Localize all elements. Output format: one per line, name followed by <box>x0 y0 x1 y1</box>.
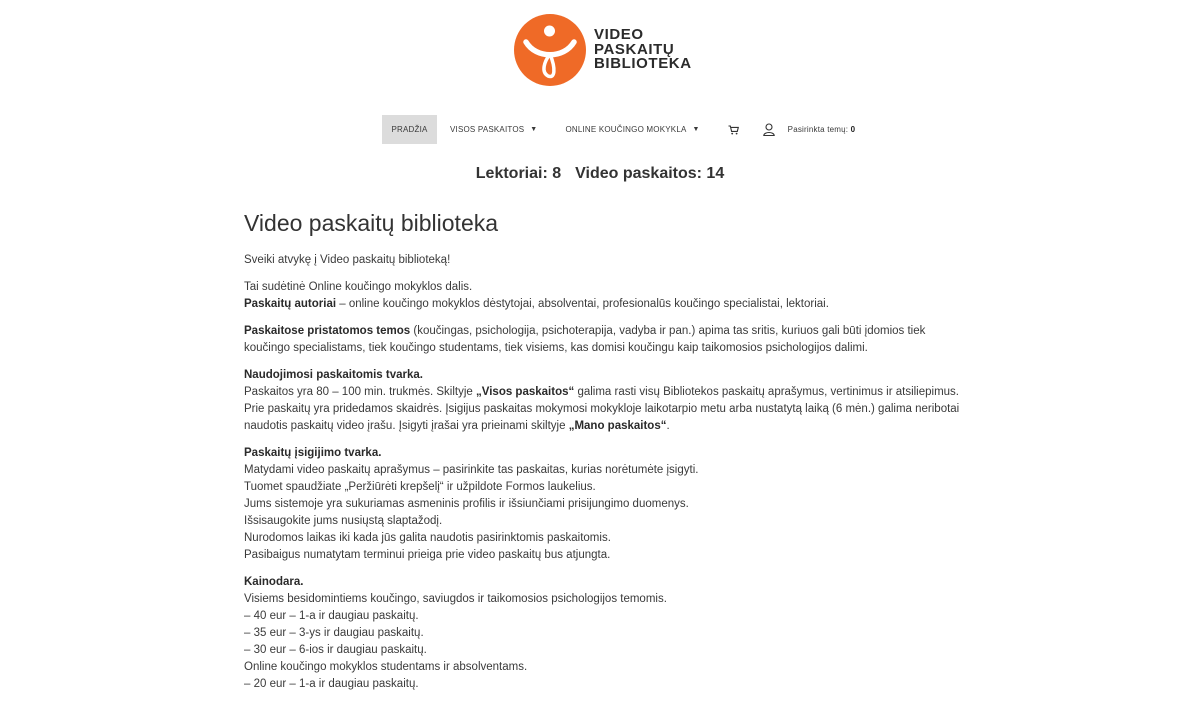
nav-all-lectures-label: VISOS PASKAITOS <box>450 125 525 134</box>
pricing-line: – 40 eur – 1-a ir daugiau paskaitų. <box>244 610 419 622</box>
page-title: Video paskaitų biblioteka <box>244 210 499 236</box>
purchase-line: Tuomet spaudžiate „Peržiūrėti krepšelį“ ir užpildote Formos laukelius. <box>244 481 596 493</box>
site-logo[interactable] <box>514 14 692 86</box>
library-stats <box>0 165 1200 183</box>
nav-coaching-school-label: ONLINE KOUČINGO MOKYKLA <box>565 125 687 134</box>
intro-line: Tai sudėtinė Online koučingo mokyklos dalis. <box>244 281 473 293</box>
authors-text: – online koučingo mokyklos dėstytojai, absolventai, profesionalūs koučingo specialistai, lektoriai. <box>336 298 829 310</box>
pricing-line: – 30 eur – 6-ios ir daugiau paskaitų. <box>244 644 427 656</box>
nav-all-lectures[interactable] <box>450 115 537 144</box>
main-nav <box>382 115 855 144</box>
caret-down-icon: ▼ <box>692 126 700 133</box>
lecturers-count: Lektoriai: 8 <box>475 165 562 182</box>
videos-count: Video paskaitos: 14 <box>575 165 725 182</box>
purchase-line: Išsisaugokite jums nusiųstą slaptažodį. <box>244 515 443 527</box>
welcome-text: Sveiki atvykę į Video paskaitų biblioteką! <box>244 254 451 266</box>
all-lectures-ref: „Visos paskaitos“ <box>476 386 575 398</box>
purchase-section <box>244 445 964 564</box>
logo-wordmark <box>594 28 692 72</box>
usage-text: Paskaitos yra 80 – 100 min. trukmės. Skiltyje <box>244 386 477 398</box>
pricing-line: Online koučingo mokyklos studentams ir absolventams. <box>244 661 528 673</box>
selected-topics-count: 0 <box>850 125 856 134</box>
logo-line: PASKAITŲ <box>594 40 675 58</box>
caret-down-icon: ▼ <box>530 126 538 133</box>
purchase-line: Nurodomos laikas iki kada jūs galita naudotis pasirinktomis paskaitomis. <box>244 532 611 544</box>
pricing-heading: Kainodara. <box>244 576 304 588</box>
pricing-line: Visiems besidomintiems koučingo, saviugdos ir taikomosios psichologijos temomis. <box>244 593 667 605</box>
usage-section <box>244 367 964 435</box>
topics-label: Paskaitose pristatomos temos <box>244 325 411 337</box>
usage-text: galima rasti visų Bibliotekos paskaitų aprašymus, vertinimus ir atsiliepimus. Prie paskaitų yra pridedamos skaidrės. Įsigijus paskaitas mokymosi mokykloje laikotarpio metu arba nustatytą laiką (6 mėn.) galima neribotai naudotis paskaitų video įrašu. Įsigyti įrašai yra prieinami skiltyje <box>244 386 960 432</box>
cart-icon[interactable] <box>727 123 741 137</box>
nav-coaching-school[interactable] <box>565 115 699 144</box>
usage-heading: Naudojimosi paskaitomis tvarka. <box>244 369 423 381</box>
purchase-line: Jums sistemoje yra sukuriamas asmeninis profilis ir išsiunčiami prisijungimo duomenys. <box>244 498 689 510</box>
pricing-line: – 20 eur – 1-a ir daugiau paskaitų. <box>244 678 419 690</box>
article-content <box>244 208 964 703</box>
selected-topics-counter[interactable] <box>788 115 856 144</box>
topics-text: (koučingas, psichologija, psichoterapija, vadyba ir pan.) apima tas sritis, kuriuos gali būti įdomios tiek koučingo specialistams, tiek koučingo studentams, tiek visiems, kas domisi koučingu kaip taikomosios psichologijos dalimi. <box>244 325 926 354</box>
user-icon[interactable] <box>762 123 776 137</box>
nav-home-label: PRADŽIA <box>391 125 428 134</box>
nav-home[interactable] <box>382 115 437 144</box>
selected-topics-label: Pasirinkta temų: <box>787 125 849 134</box>
topics-paragraph <box>244 323 964 357</box>
pricing-line: – 35 eur – 3-ys ir daugiau paskaitų. <box>244 627 424 639</box>
authors-label: Paskaitų autoriai <box>244 298 337 310</box>
purchase-heading: Paskaitų įsigijimo tvarka. <box>244 447 382 459</box>
intro-paragraph <box>244 279 964 313</box>
my-lectures-ref: „Mano paskaitos“ <box>568 420 667 432</box>
pricing-section <box>244 574 964 693</box>
purchase-line: Matydami video paskaitų aprašymus – pasirinkite tas paskaitas, kurias norėtumėte įsigyti. <box>244 464 699 476</box>
logo-line: BIBLIOTEKA <box>594 55 692 73</box>
logo-line: VIDEO <box>594 26 644 44</box>
usage-text: . <box>666 420 670 432</box>
purchase-line: Pasibaigus numatytam terminui prieiga prie video paskaitų bus atjungta. <box>244 549 611 561</box>
logo-icon <box>514 14 586 86</box>
